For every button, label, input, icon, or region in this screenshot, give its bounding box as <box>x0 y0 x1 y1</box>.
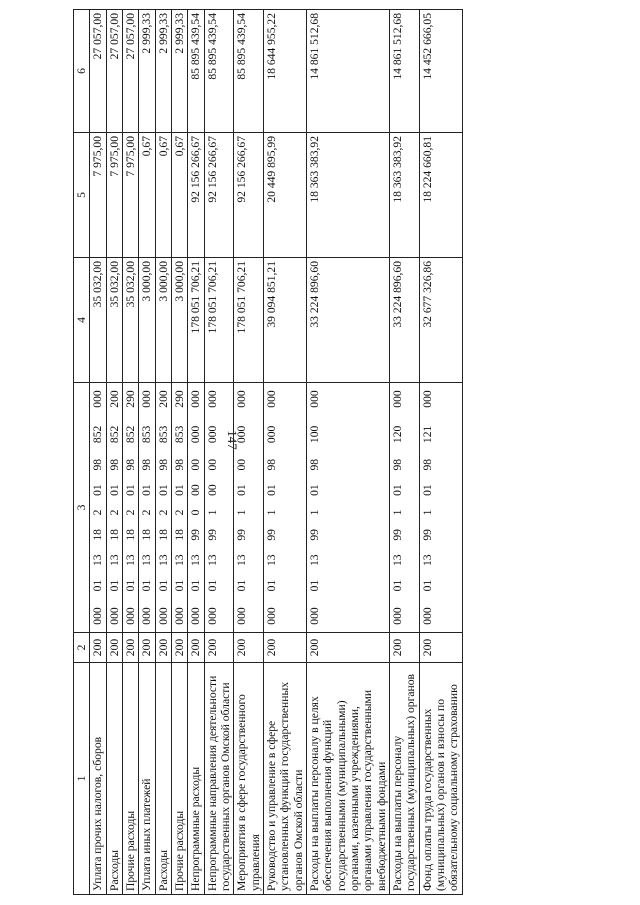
table-row <box>139 10 155 895</box>
code-part: 1 <box>205 509 219 516</box>
code-part: 000 <box>123 607 137 625</box>
code-part: 2 <box>123 509 137 516</box>
code-part: 01 <box>172 579 186 592</box>
code-part: 13 <box>205 554 219 567</box>
code-part: 01 <box>156 579 170 592</box>
row-approved-amount: 39 094 851,21 <box>263 258 306 383</box>
code-part: 98 <box>390 458 404 471</box>
row-remaining-amount: 27 057,00 <box>122 10 138 133</box>
code-part: 200 <box>156 390 170 408</box>
code-part: 13 <box>235 554 249 567</box>
code-part: 000 <box>91 390 105 408</box>
row-admin-code: 200 <box>263 633 306 663</box>
table-row <box>419 10 462 895</box>
code-part: 01 <box>307 579 321 592</box>
row-classification-code <box>139 383 155 633</box>
code-part: 01 <box>420 579 434 592</box>
code-part: 98 <box>107 458 121 471</box>
code-part: 2 <box>156 509 170 516</box>
code-part: 0 <box>189 509 203 516</box>
row-name: Фонд оплаты труда государственных (муниципальных) органов и взносы по обязательному социальному страхованию <box>419 663 462 895</box>
code-part: 01 <box>107 579 121 592</box>
code-part: 01 <box>91 484 105 496</box>
code-part: 01 <box>264 484 278 496</box>
code-part: 01 <box>189 579 203 592</box>
code-part: 2 <box>172 509 186 516</box>
code-part: 000 <box>156 607 170 625</box>
row-remaining-amount: 14 861 512,68 <box>389 10 419 133</box>
row-classification-code <box>306 383 389 633</box>
code-part: 98 <box>156 458 170 471</box>
row-approved-amount: 35 032,00 <box>90 258 106 383</box>
code-part: 01 <box>390 484 404 496</box>
code-part: 2 <box>91 509 105 516</box>
code-part: 18 <box>107 529 121 541</box>
row-name: Мероприятия в сфере государственного управления <box>234 663 264 895</box>
code-part: 01 <box>172 484 186 496</box>
row-remaining-amount: 85 895 439,54 <box>234 10 264 133</box>
row-executed-amount: 92 156 266,67 <box>188 133 204 258</box>
code-part: 13 <box>264 554 278 567</box>
code-part: 01 <box>307 484 321 496</box>
row-remaining-amount: 27 057,00 <box>106 10 122 133</box>
table-row <box>263 10 306 895</box>
row-classification-code <box>188 383 204 633</box>
code-part: 000 <box>189 425 203 444</box>
code-part: 99 <box>189 529 203 541</box>
code-part: 1 <box>390 509 404 516</box>
row-remaining-amount: 85 895 439,54 <box>188 10 204 133</box>
code-part: 00 <box>205 458 219 471</box>
row-executed-amount: 0,67 <box>155 133 171 258</box>
table-row <box>90 10 106 895</box>
row-classification-code <box>419 383 462 633</box>
header-row <box>74 10 90 895</box>
code-part: 00 <box>189 484 203 496</box>
row-name: Расходы <box>106 663 122 895</box>
code-part: 000 <box>235 607 249 625</box>
code-part: 01 <box>91 579 105 592</box>
row-name: Прочие расходы <box>122 663 138 895</box>
row-classification-code <box>204 383 234 633</box>
code-part: 852 <box>91 425 105 444</box>
row-executed-amount: 92 156 266,67 <box>204 133 234 258</box>
code-part: 000 <box>172 607 186 625</box>
row-remaining-amount: 14 452 666,05 <box>419 10 462 133</box>
code-part: 99 <box>420 529 434 541</box>
row-approved-amount: 178 051 706,21 <box>204 258 234 383</box>
code-part: 1 <box>307 509 321 516</box>
table-row <box>188 10 204 895</box>
row-remaining-amount: 27 057,00 <box>90 10 106 133</box>
row-approved-amount: 3 000,00 <box>171 258 187 383</box>
code-part: 13 <box>107 554 121 567</box>
row-approved-amount: 3 000,00 <box>139 258 155 383</box>
code-part: 13 <box>420 554 434 567</box>
header-col5: 5 <box>74 133 90 258</box>
code-part: 01 <box>123 484 137 496</box>
code-part: 13 <box>390 554 404 567</box>
row-approved-amount: 35 032,00 <box>106 258 122 383</box>
code-part: 01 <box>140 484 154 496</box>
code-part: 01 <box>235 579 249 592</box>
code-part: 100 <box>307 425 321 444</box>
code-part: 852 <box>107 425 121 444</box>
code-part: 000 <box>235 390 249 408</box>
row-name: Уплата иных платежей <box>139 663 155 895</box>
row-admin-code: 200 <box>90 633 106 663</box>
row-classification-code <box>171 383 187 633</box>
row-executed-amount: 7 975,00 <box>122 133 138 258</box>
header-col4: 4 <box>74 258 90 383</box>
code-part: 01 <box>420 484 434 496</box>
table-row <box>122 10 138 895</box>
code-part: 200 <box>107 390 121 408</box>
code-part: 99 <box>205 529 219 541</box>
code-part: 853 <box>156 425 170 444</box>
header-col6: 6 <box>74 10 90 133</box>
code-part: 853 <box>140 425 154 444</box>
code-part: 98 <box>264 458 278 471</box>
code-part: 000 <box>390 390 404 408</box>
code-part: 000 <box>205 425 219 444</box>
row-remaining-amount: 85 895 439,54 <box>204 10 234 133</box>
table-row <box>389 10 419 895</box>
row-admin-code: 200 <box>204 633 234 663</box>
row-admin-code: 200 <box>139 633 155 663</box>
code-part: 000 <box>307 607 321 625</box>
row-classification-code <box>155 383 171 633</box>
code-part: 18 <box>156 529 170 541</box>
row-classification-code <box>263 383 306 633</box>
code-part: 2 <box>107 509 121 516</box>
header-col2: 2 <box>74 633 90 663</box>
table-row <box>204 10 234 895</box>
row-executed-amount: 0,67 <box>139 133 155 258</box>
row-admin-code: 200 <box>122 633 138 663</box>
row-executed-amount: 0,67 <box>171 133 187 258</box>
code-part: 000 <box>264 425 278 444</box>
code-part: 00 <box>205 484 219 496</box>
code-part: 000 <box>189 607 203 625</box>
row-remaining-amount: 2 999,33 <box>171 10 187 133</box>
row-admin-code: 200 <box>389 633 419 663</box>
code-part: 000 <box>91 607 105 625</box>
code-part: 13 <box>140 554 154 567</box>
rotated-page <box>73 0 633 895</box>
code-part: 000 <box>205 390 219 408</box>
row-name: Непрограммные направления деятельности государственных органов Омской области <box>204 663 234 895</box>
table-row <box>306 10 389 895</box>
code-part: 01 <box>123 579 137 592</box>
code-part: 290 <box>172 390 186 408</box>
code-part: 121 <box>420 425 434 444</box>
code-part: 13 <box>172 554 186 567</box>
code-part: 1 <box>420 509 434 516</box>
code-part: 2 <box>140 509 154 516</box>
code-part: 1 <box>235 509 249 516</box>
row-executed-amount: 92 156 266,67 <box>234 133 264 258</box>
row-approved-amount: 178 051 706,21 <box>234 258 264 383</box>
code-part: 13 <box>156 554 170 567</box>
row-name: Уплата прочих налогов, сборов <box>90 663 106 895</box>
code-part: 18 <box>172 529 186 541</box>
row-approved-amount: 33 224 896,60 <box>306 258 389 383</box>
code-part: 000 <box>140 607 154 625</box>
code-part: 01 <box>264 579 278 592</box>
row-classification-code <box>389 383 419 633</box>
row-remaining-amount: 2 999,33 <box>139 10 155 133</box>
code-part: 120 <box>390 425 404 444</box>
row-name: Расходы на выплаты персоналу в целях обеспечения выполнения функций государственными (муниципальными) органами, казенными учреждениями, органами управления государственными внебюджетными фондами <box>306 663 389 895</box>
table-row <box>234 10 264 895</box>
code-part: 98 <box>91 458 105 471</box>
code-part: 99 <box>307 529 321 541</box>
code-part: 13 <box>123 554 137 567</box>
code-part: 01 <box>390 579 404 592</box>
code-part: 000 <box>189 390 203 408</box>
row-name: Прочие расходы <box>171 663 187 895</box>
code-part: 99 <box>264 529 278 541</box>
code-part: 000 <box>140 390 154 408</box>
row-executed-amount: 18 224 660,81 <box>419 133 462 258</box>
budget-table <box>73 9 463 895</box>
code-part: 18 <box>91 529 105 541</box>
row-classification-code <box>106 383 122 633</box>
code-part: 01 <box>140 579 154 592</box>
table-row <box>155 10 171 895</box>
row-remaining-amount: 14 861 512,68 <box>306 10 389 133</box>
row-name: Расходы на выплаты персоналу государственных (муниципальных) органов <box>389 663 419 895</box>
code-part: 000 <box>420 390 434 408</box>
header-col1: 1 <box>74 663 90 895</box>
row-admin-code: 200 <box>106 633 122 663</box>
code-part: 000 <box>264 607 278 625</box>
row-name: Расходы <box>155 663 171 895</box>
code-part: 000 <box>264 390 278 408</box>
row-admin-code: 200 <box>155 633 171 663</box>
row-admin-code: 200 <box>234 633 264 663</box>
code-part: 852 <box>123 425 137 444</box>
code-part: 00 <box>235 458 249 471</box>
row-approved-amount: 33 224 896,60 <box>389 258 419 383</box>
code-part: 000 <box>107 607 121 625</box>
code-part: 13 <box>189 554 203 567</box>
code-part: 01 <box>235 484 249 496</box>
row-approved-amount: 32 677 326,86 <box>419 258 462 383</box>
code-part: 000 <box>420 607 434 625</box>
table-row <box>106 10 122 895</box>
code-part: 853 <box>172 425 186 444</box>
code-part: 99 <box>235 529 249 541</box>
table-row <box>171 10 187 895</box>
code-part: 98 <box>420 458 434 471</box>
code-part: 01 <box>156 484 170 496</box>
row-admin-code: 200 <box>419 633 462 663</box>
row-executed-amount: 18 363 383,92 <box>306 133 389 258</box>
code-part: 99 <box>390 529 404 541</box>
code-part: 98 <box>123 458 137 471</box>
row-classification-code <box>234 383 264 633</box>
code-part: 1 <box>264 509 278 516</box>
code-part: 98 <box>172 458 186 471</box>
row-classification-code <box>122 383 138 633</box>
row-admin-code: 200 <box>171 633 187 663</box>
code-part: 000 <box>307 390 321 408</box>
row-approved-amount: 178 051 706,21 <box>188 258 204 383</box>
code-part: 13 <box>91 554 105 567</box>
row-admin-code: 200 <box>188 633 204 663</box>
row-executed-amount: 7 975,00 <box>106 133 122 258</box>
code-part: 98 <box>140 458 154 471</box>
row-executed-amount: 7 975,00 <box>90 133 106 258</box>
row-approved-amount: 3 000,00 <box>155 258 171 383</box>
row-admin-code: 200 <box>306 633 389 663</box>
row-name: Непрограммные расходы <box>188 663 204 895</box>
code-part: 000 <box>390 607 404 625</box>
page-number: 147 <box>224 430 240 450</box>
code-part: 000 <box>205 607 219 625</box>
header-col3: 3 <box>74 383 90 633</box>
row-remaining-amount: 2 999,33 <box>155 10 171 133</box>
code-part: 13 <box>307 554 321 567</box>
row-classification-code <box>90 383 106 633</box>
code-part: 00 <box>189 458 203 471</box>
row-name: Руководство и управление в сфере установленных функций государственных органов Омской области <box>263 663 306 895</box>
code-part: 18 <box>123 529 137 541</box>
code-part: 01 <box>205 579 219 592</box>
row-approved-amount: 35 032,00 <box>122 258 138 383</box>
table-body <box>90 10 462 895</box>
code-part: 01 <box>107 484 121 496</box>
code-part: 000 <box>235 425 249 444</box>
code-part: 290 <box>123 390 137 408</box>
row-executed-amount: 20 449 895,99 <box>263 133 306 258</box>
row-remaining-amount: 18 644 955,22 <box>263 10 306 133</box>
code-part: 98 <box>307 458 321 471</box>
code-part: 18 <box>140 529 154 541</box>
row-executed-amount: 18 363 383,92 <box>389 133 419 258</box>
